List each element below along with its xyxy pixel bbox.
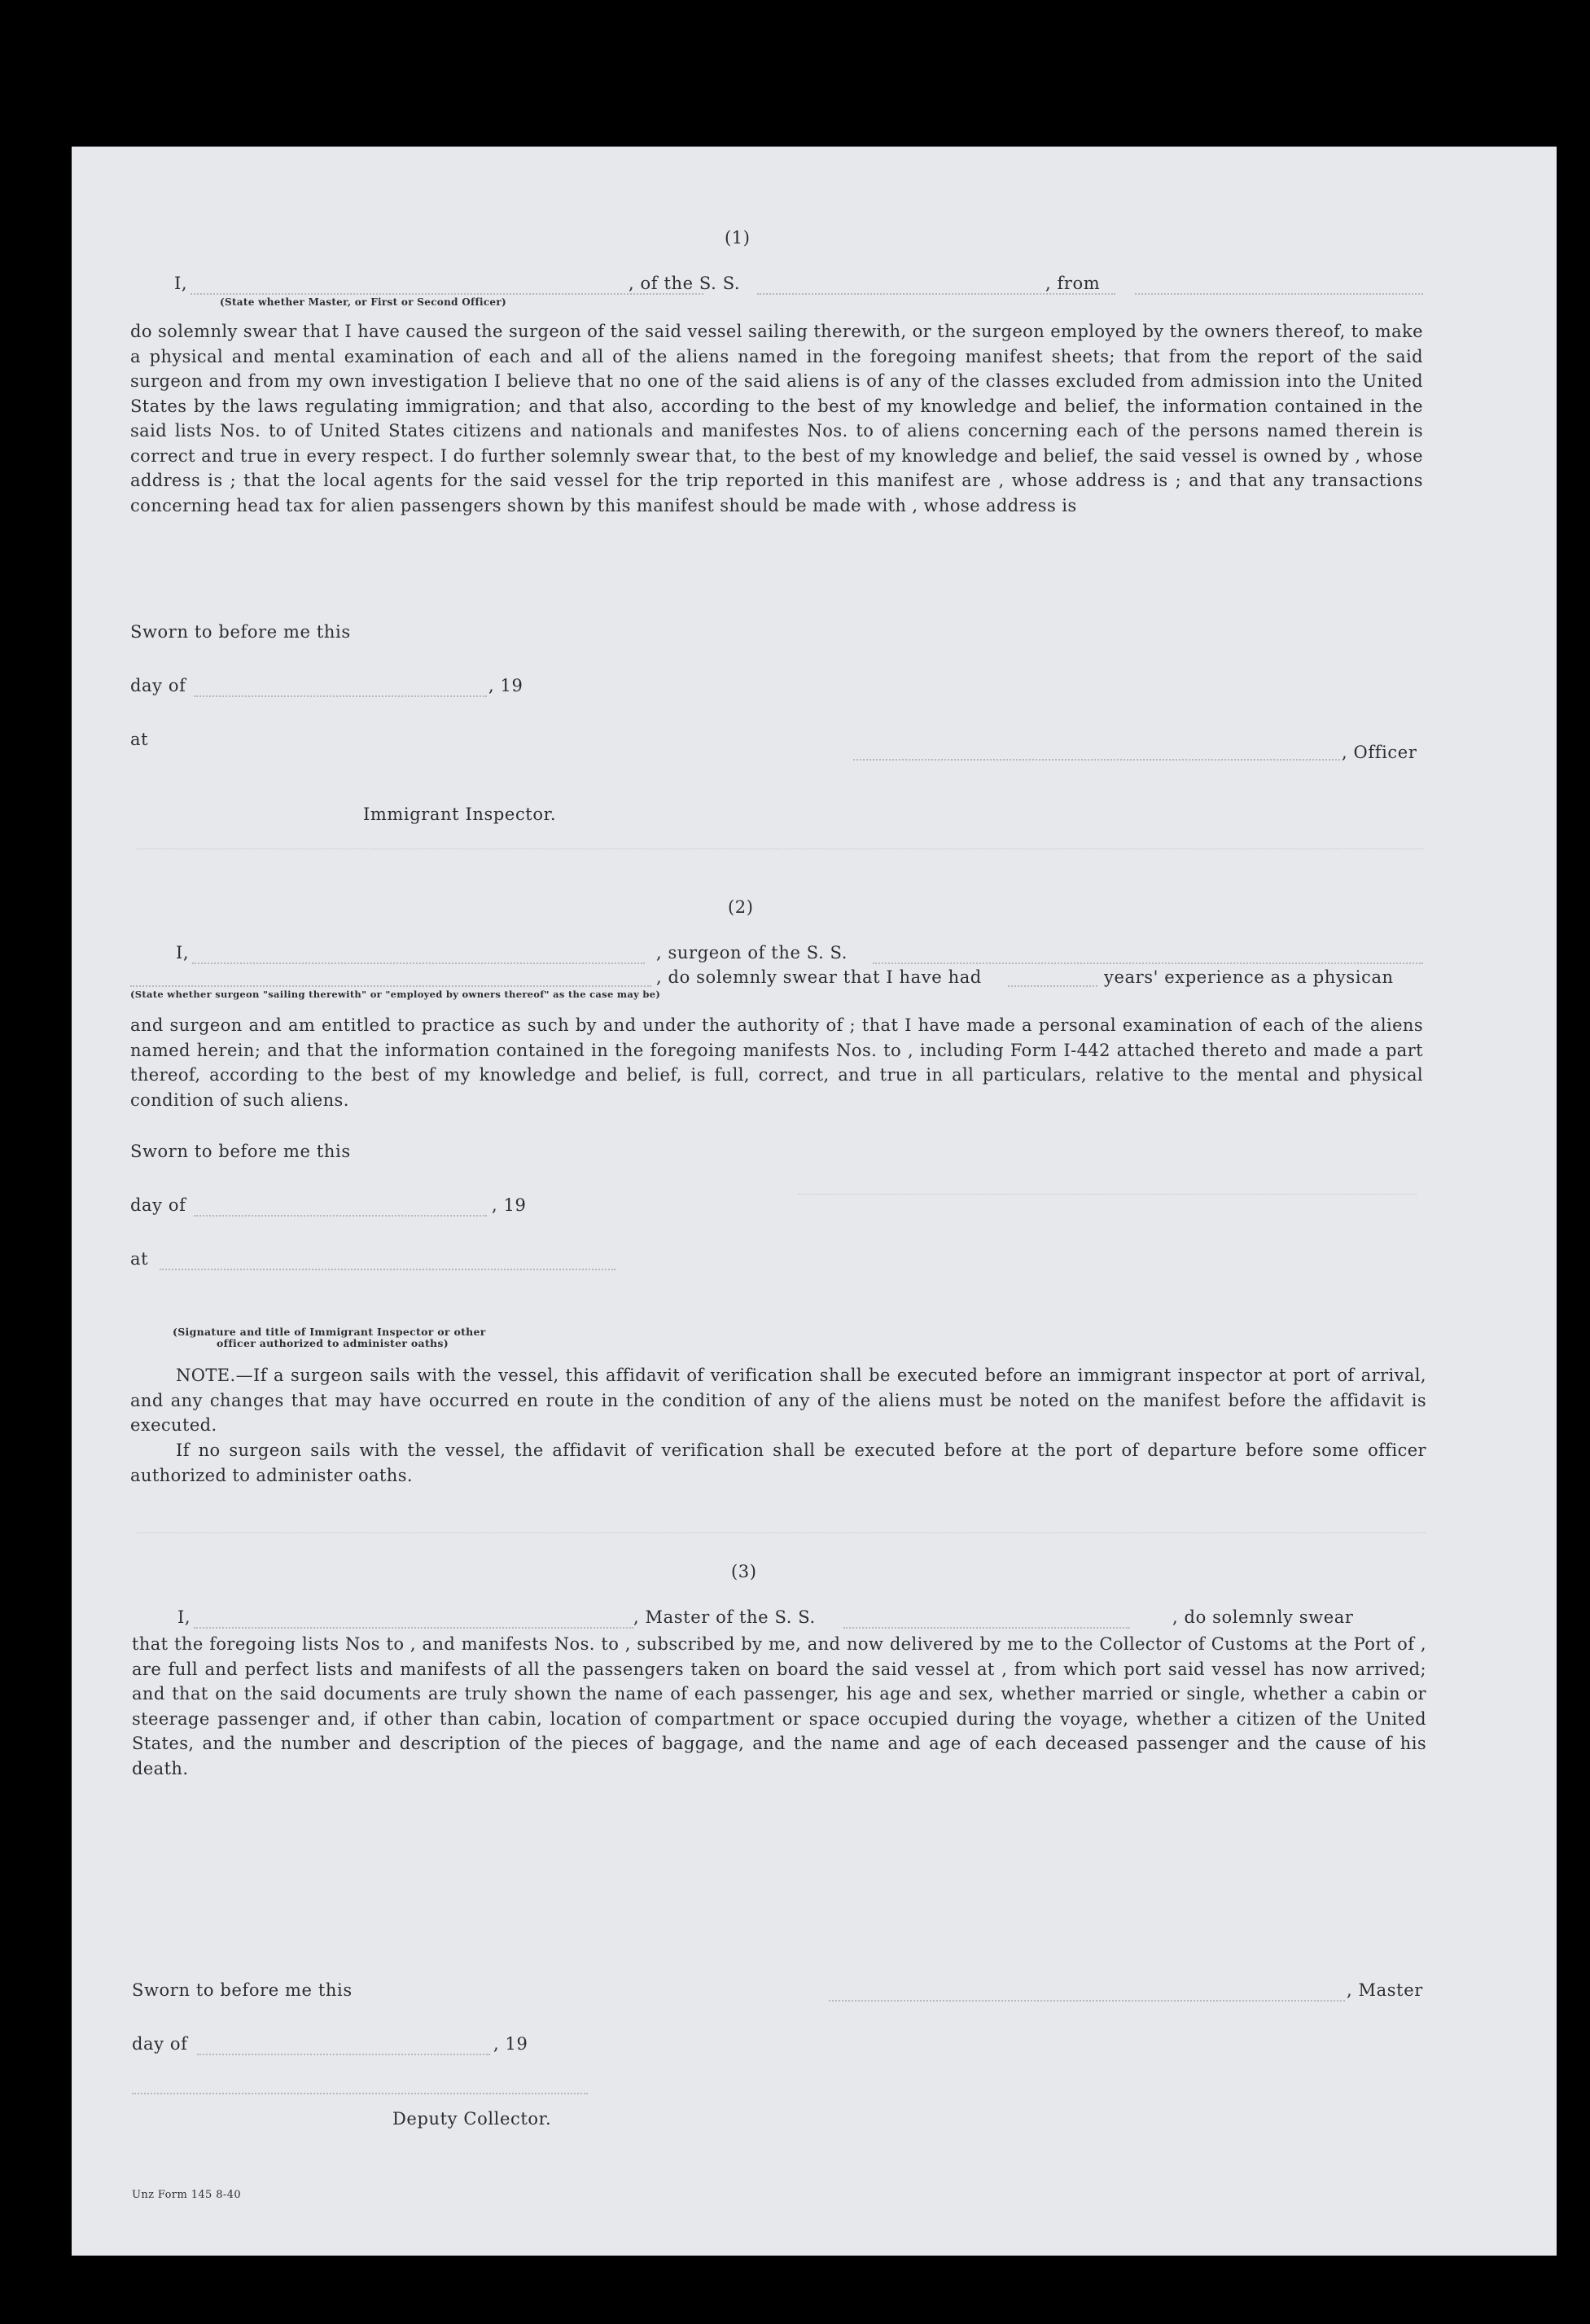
section3-swear: , do solemnly swear <box>1172 1607 1354 1627</box>
section2-i: I, <box>176 943 190 962</box>
section3-day-of: day of <box>132 2034 188 2054</box>
section1-from: , from <box>1045 274 1101 293</box>
section2-sworn: Sworn to before me this <box>130 1142 351 1161</box>
section3-master-of: , Master of the S. S. <box>633 1607 816 1627</box>
section2-at: at <box>130 1249 149 1269</box>
section2-signature-note-1: (Signature and title of Immigrant Inspector or other <box>173 1326 486 1338</box>
section2-experience-b: years' experience as a physican <box>1104 967 1394 987</box>
section2-surgeon-blank <box>192 962 645 964</box>
section1-rule <box>137 848 1423 849</box>
form-page <box>72 147 1557 2256</box>
section1-officer-signature-line <box>853 759 1340 761</box>
section3-collector-line <box>132 2093 588 2094</box>
section2-vessel-blank <box>873 962 1423 964</box>
section1-of-ss: , of the S. S. <box>629 274 741 293</box>
section2-signature-line <box>798 1194 1417 1195</box>
section2-day-of: day of <box>130 1195 186 1215</box>
section3-number: (3) <box>731 1562 757 1581</box>
section3-master: , Master <box>1347 1980 1423 2000</box>
section1-sworn: Sworn to before me this <box>130 622 351 642</box>
section3-vessel-blank <box>843 1627 1130 1629</box>
section3-sworn: Sworn to before me this <box>132 1980 353 2000</box>
section3-day-blank <box>197 2054 490 2055</box>
section2-number: (2) <box>728 897 754 917</box>
section1-officer-blank <box>191 293 703 295</box>
section1-body: do solemnly swear that I have caused the surgeon of the said vessel sailing therewith, or the surgeon employed by the owners thereof, to make a physical and mental examination of each and all of the aliens named in the foregoing manifest sheets; that from the report of the said surgeon and from my own investigation I believe that no one of the said aliens is of any of the classes excluded from admission into the United States by the laws regulating immigration; and that also, according to the best of my knowledge and belief, the information contained in the said lists Nos. to of United States citizens and nationals and manifestes Nos. to of aliens concerning each of the persons named therein is correct and true in every respect. I do further solemnly swear that, to the best of my knowledge and belief, the said vessel is owned by , whose address is ; that the local agents for the said vessel for the trip reported in this manifest are , whose address is ; and that any transactions concerning head tax for alien passengers shown by this manifest should be made with , whose address is <box>130 322 1423 515</box>
section3-master-blank <box>194 1627 633 1629</box>
section2-signature-note-2: officer authorized to administer oaths) <box>217 1337 449 1349</box>
section1-day-of: day of <box>130 676 186 695</box>
section1-from-blank <box>1135 293 1423 295</box>
section2-day-blank <box>194 1215 487 1217</box>
section1-i: I, <box>174 274 188 293</box>
section3-body: that the foregoing lists Nos to , and manifests Nos. to , subscribed by me, and now delivered by me to the Collector of Customs at the Port of , are full and perfect lists and manifests of all the passengers taken on board the said vessel at , from which port said vessel has now arrived; and that on the said documents are truly shown the name of each passenger, his age and sex, whether married or single, whether a cabin or steerage passenger and, if other than cabin, location of compartment or space occupied during the voyage, whether a citizen of the United States, and the number and description of the pieces of baggage, and the name and age of each deceased passenger and the cause of his death. <box>132 1634 1426 1778</box>
section1-at: at <box>130 730 149 749</box>
form-number: Unz Form 145 8-40 <box>132 2189 242 2201</box>
section1-day-blank <box>194 695 487 697</box>
section1-year: , 19 <box>488 676 523 695</box>
section1-officer: , Officer <box>1342 743 1417 762</box>
section3-master-signature-line <box>829 2000 1345 2002</box>
section2-note-1: NOTE.—If a surgeon sails with the vessel, this affidavit of verification shall be executed before an immigrant inspector at port of arrival, and any changes that may have occurred en route in the condition of any of the aliens must be noted on the manifest before the affidavit is executed. <box>130 1366 1426 1435</box>
section2-experience-a: , do solemnly swear that I have had <box>656 967 982 987</box>
section2-surgeon-note: (State whether surgeon "sailing therewith" or "employed by owners thereof" as the case may be) <box>130 989 661 1000</box>
section2-surgeon-of: , surgeon of the S. S. <box>656 943 848 962</box>
section2-at-blank <box>160 1269 615 1270</box>
section2-year: , 19 <box>492 1195 527 1215</box>
section1-number: (1) <box>725 228 751 248</box>
section1-inspector: Immigrant Inspector. <box>363 805 557 824</box>
section1-vessel-blank <box>757 293 1115 295</box>
section2-body: and surgeon and am entitled to practice as such by and under the authority of ; that I have made a personal examination of each of the aliens named herein; and that the information contained in the foregoing manifests Nos. to , including Form I-442 attached thereto and made a part thereof, according to the best of my knowledge and belief, is full, correct, and true in all particulars, relative to the mental and physical condition of such aliens. <box>130 1015 1423 1110</box>
section3-i: I, <box>177 1607 191 1627</box>
section3-deputy: Deputy Collector. <box>392 2109 552 2129</box>
section2-years-blank <box>1008 985 1097 987</box>
section2-note-2: If no surgeon sails with the vessel, the affidavit of verification shall be executed before at the port of departure before some officer authorized to administer oaths. <box>130 1440 1426 1485</box>
section2-status-blank <box>130 985 651 987</box>
section1-officer-note: (State whether Master, or First or Second Officer) <box>220 296 506 308</box>
section3-year: , 19 <box>493 2034 528 2054</box>
